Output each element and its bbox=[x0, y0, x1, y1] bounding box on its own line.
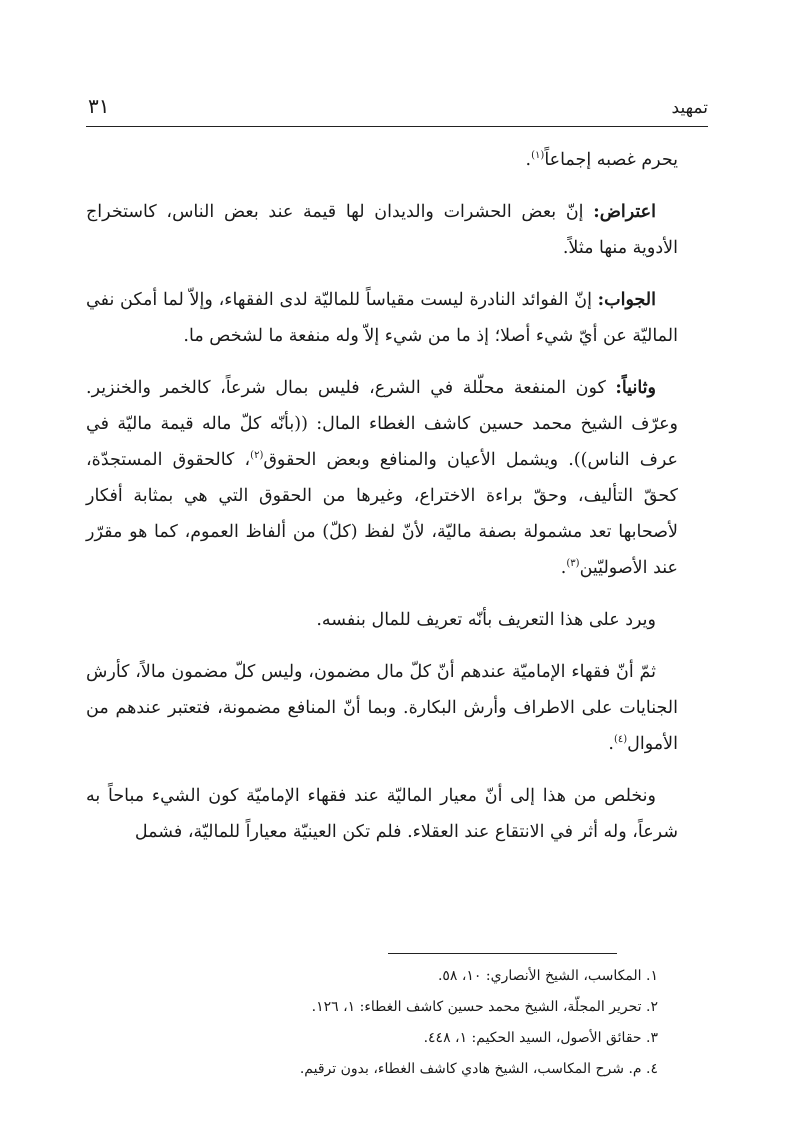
paragraph-answer bbox=[86, 282, 678, 354]
footnote-separator bbox=[388, 953, 617, 954]
footnote-2: ٢. تحرير المجلّة، الشيخ محمد حسين كاشف الغطاء: ١، ١٢٦. bbox=[311, 999, 658, 1015]
chapter-title: تمهيد bbox=[671, 98, 708, 118]
footnote-1: ١. المكاسب، الشيخ الأنصاري: ١٠، ٥٨. bbox=[437, 968, 658, 984]
running-header bbox=[86, 92, 708, 127]
paragraph-text: يحرم غصبه إجماعاً bbox=[544, 150, 678, 170]
paragraph-critique bbox=[86, 602, 678, 638]
paragraph-tail: . bbox=[560, 558, 567, 578]
objection-label: اعتراض: bbox=[593, 202, 656, 222]
footnote-3: ٣. حقائق الأصول، السيد الحكيم: ١، ٤٤٨. bbox=[423, 1030, 658, 1046]
footnote-ref-3: (٣) bbox=[566, 558, 580, 570]
paragraph-conclusion bbox=[86, 778, 678, 850]
paragraph-secondly bbox=[86, 370, 678, 586]
footnote-ref-1: (١) bbox=[531, 150, 545, 162]
paragraph-text: ويرد على هذا التعريف بأنّه تعريف للمال بنفسه. bbox=[316, 610, 656, 630]
paragraph-text: إنّ بعض الحشرات والديدان لها قيمة عند بعض الناس، كاستخراج الأدوية منها مثلاً. bbox=[86, 202, 678, 258]
footnote-ref-2: (٢) bbox=[250, 450, 264, 462]
paragraph-imamiyya bbox=[86, 654, 678, 762]
paragraph-tail: . bbox=[608, 734, 614, 754]
paragraph-text: ثمّ أنّ فقهاء الإماميّة عندهم أنّ كلّ مال مضمون، وليس كلّ مضمون مالاً، كأرش الجنايات على الاطراف وأرش البكارة. وبما أنّ المنافع مضمونة، فتعتبر عندهم من الأموال bbox=[86, 662, 678, 754]
footnote-4: ٤. م. شرح المكاسب، الشيخ هادي كاشف الغطاء، بدون ترقيم. bbox=[299, 1061, 658, 1077]
paragraph-tail: . bbox=[525, 150, 532, 170]
page-number: ٣١ bbox=[88, 94, 110, 118]
paragraph-text: إنّ الفوائد النادرة ليست مقياساً للماليّة لدى الفقهاء، وإلاّ لما أمكن نفي الماليّة عن أيّ شيء أصلا؛ إذ ما من شيء إلاّ وله منفعة ما لشخص ما. bbox=[86, 290, 678, 346]
footnote-ref-4: (٤) bbox=[613, 734, 628, 746]
paragraph-text: ونخلص من هذا إلى أنّ معيار الماليّة عند فقهاء الإماميّة كون الشيء مباحاً به شرعاً، وله أثر في الانتقاع عند العقلاء. فلم تكن العينيّة معياراً للماليّة، فشمل bbox=[86, 786, 678, 842]
body-text bbox=[86, 142, 678, 866]
paragraph-text-cont: ، كالحقوق المستجدّة، كحقّ التأليف، وحقّ براءة الاختراع، وغيرها من الحقوق التي هي بمثابة أفكار لأصحابها تعد مشمولة بصفة ماليّة، لأنّ لفظ (كلّ) من ألفاظ العموم، كما هو مقرّر عند الأصوليّين bbox=[86, 450, 678, 578]
paragraph-ghasb bbox=[86, 142, 678, 178]
paragraph-text: كون المنفعة محلّلة في الشرع، فليس بمال شرعاً، كالخمر والخنزير. وعرّف الشيخ محمد حسين كاشف الغطاء المال: ((بأنّه كلّ ماله قيمة ماليّة في عرف الناس)). ويشمل الأعيان والمنافع وبعض الحقوق bbox=[86, 378, 678, 470]
answer-label: الجواب: bbox=[597, 290, 656, 310]
footnotes bbox=[86, 961, 678, 1085]
secondly-label: وثانياً: bbox=[615, 378, 656, 398]
paragraph-objection bbox=[86, 194, 678, 266]
